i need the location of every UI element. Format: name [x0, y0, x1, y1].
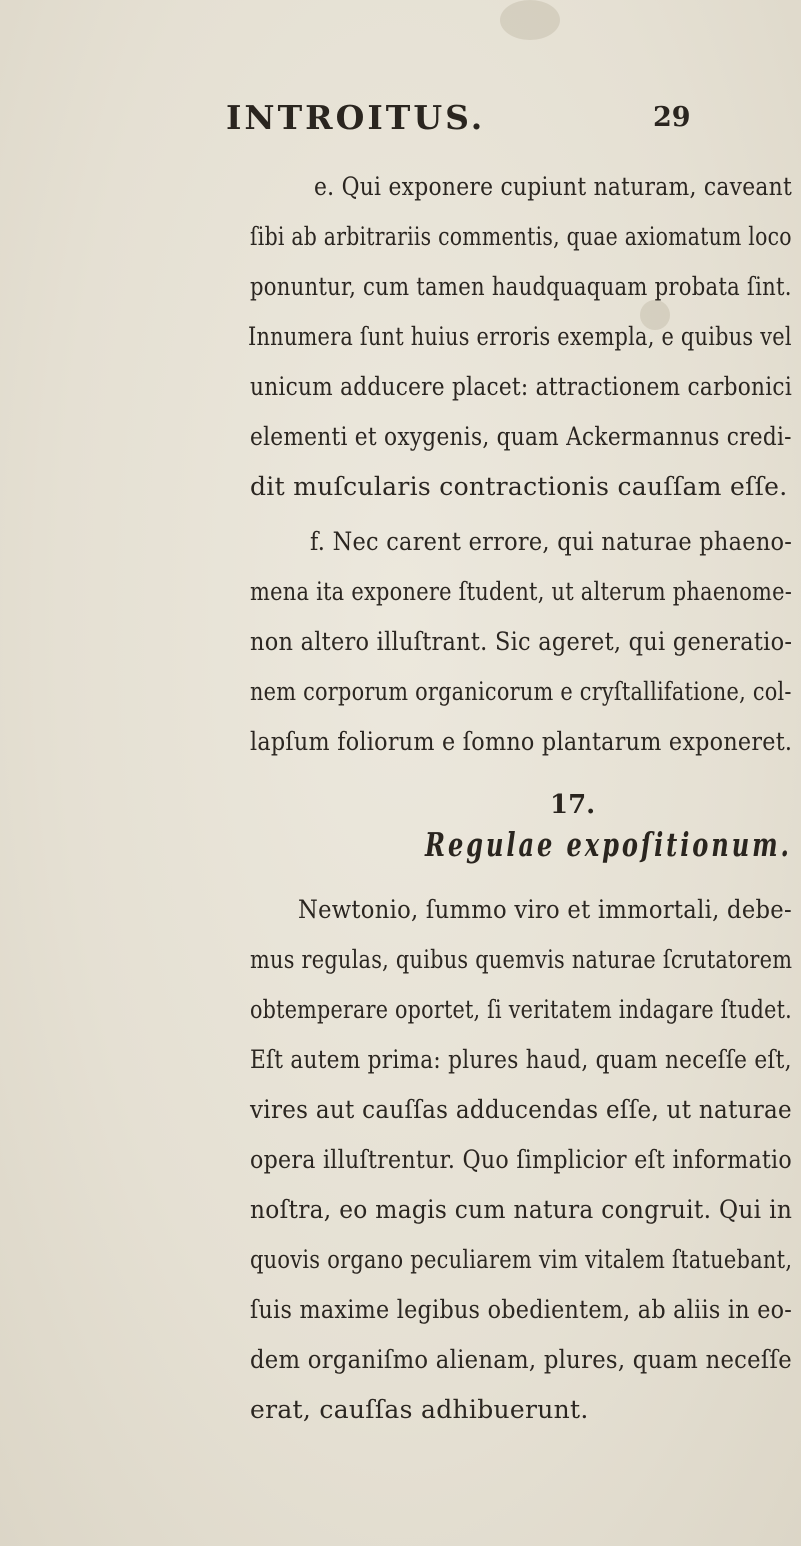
paragraph-line: elementi et oxygenis, quam Ackermannus credi- — [250, 422, 792, 451]
text-line — [0, 412, 801, 462]
text-line — [0, 617, 801, 667]
paragraph-line: e. Qui exponere cupiunt naturam, caveant — [314, 172, 793, 201]
text-line — [0, 1085, 801, 1135]
paragraph-line: Innumera ſunt huius erroris exempla, e quibus vel — [248, 322, 792, 351]
text-line — [0, 1235, 801, 1285]
text-line — [0, 567, 801, 617]
paragraph-line: non altero illuſtrant. Sic ageret, qui generatio- — [250, 627, 793, 656]
paragraph-line: noſtra, eo magis cum natura congruit. Qui in — [250, 1195, 793, 1224]
text-line — [0, 1285, 801, 1335]
text-line — [0, 1035, 801, 1085]
text-line — [0, 667, 801, 717]
text-line — [0, 1385, 801, 1435]
page-number: 29 — [653, 102, 691, 133]
paragraph-line: nem corporum organicorum e cryſtallifatione, col- — [250, 677, 792, 706]
paragraph-line: opera illuſtrentur. Quo ſimplicior eſt informatio — [250, 1145, 792, 1174]
paragraph-line: lapſum foliorum e ſomno plantarum exponeret. — [250, 727, 793, 756]
paragraph-line: Eſt autem prima: plures haud, quam neceſſe eſt, — [250, 1045, 792, 1074]
text-line — [0, 985, 801, 1035]
text-line — [0, 312, 801, 362]
paragraph-line: ſibi ab arbitrariis commentis, quae axiomatum loco — [250, 222, 792, 251]
paragraph-line: dit muſcularis contractionis cauſſam eſſe. — [250, 472, 788, 501]
paper-stain — [500, 0, 560, 40]
text-line — [0, 262, 801, 312]
paragraph-line: obtemperare oportet, ſi veritatem indagare ſtudet. — [250, 995, 792, 1024]
text-line — [0, 1135, 801, 1185]
paragraph-line: Newtonio, ſummo viro et immortali, debe- — [298, 895, 792, 924]
text-line — [0, 717, 801, 767]
section-number: 17. — [550, 790, 596, 820]
paragraph-line: mena ita exponere ſtudent, ut alterum phaenome- — [250, 577, 793, 606]
paragraph-line: vires aut cauſſas adducendas eſſe, ut naturae — [250, 1095, 792, 1124]
paragraph-line: quovis organo peculiarem vim vitalem ſtatuebant, — [250, 1245, 793, 1274]
text-line — [0, 1335, 801, 1385]
paragraph-line: ponuntur, cum tamen haudquaquam probata ſint. — [250, 272, 792, 301]
paragraph-line: mus regulas, quibus quemvis naturae ſcrutatorem — [250, 945, 793, 974]
paragraph-line: unicum adducere placet: attractionem carbonici — [250, 372, 793, 401]
running-head: INTROITUS. — [226, 98, 486, 137]
text-line — [0, 162, 801, 212]
text-line — [0, 462, 801, 512]
paragraph-line: erat, cauſſas adhibuerunt. — [250, 1395, 589, 1424]
section-title: Regulae expoſitionum. — [425, 825, 792, 864]
text-line — [0, 885, 801, 935]
text-line — [0, 362, 801, 412]
page-header — [0, 98, 801, 142]
text-line — [0, 517, 801, 567]
text-line — [0, 935, 801, 985]
text-line — [0, 212, 801, 262]
paragraph-line: ſuis maxime legibus obedientem, ab aliis in eo- — [250, 1295, 793, 1324]
text-line — [0, 1185, 801, 1235]
paragraph-line: dem organiſmo alienam, plures, quam neceſſe — [250, 1345, 792, 1374]
paragraph-line: f. Nec carent errore, qui naturae phaeno- — [310, 527, 793, 556]
